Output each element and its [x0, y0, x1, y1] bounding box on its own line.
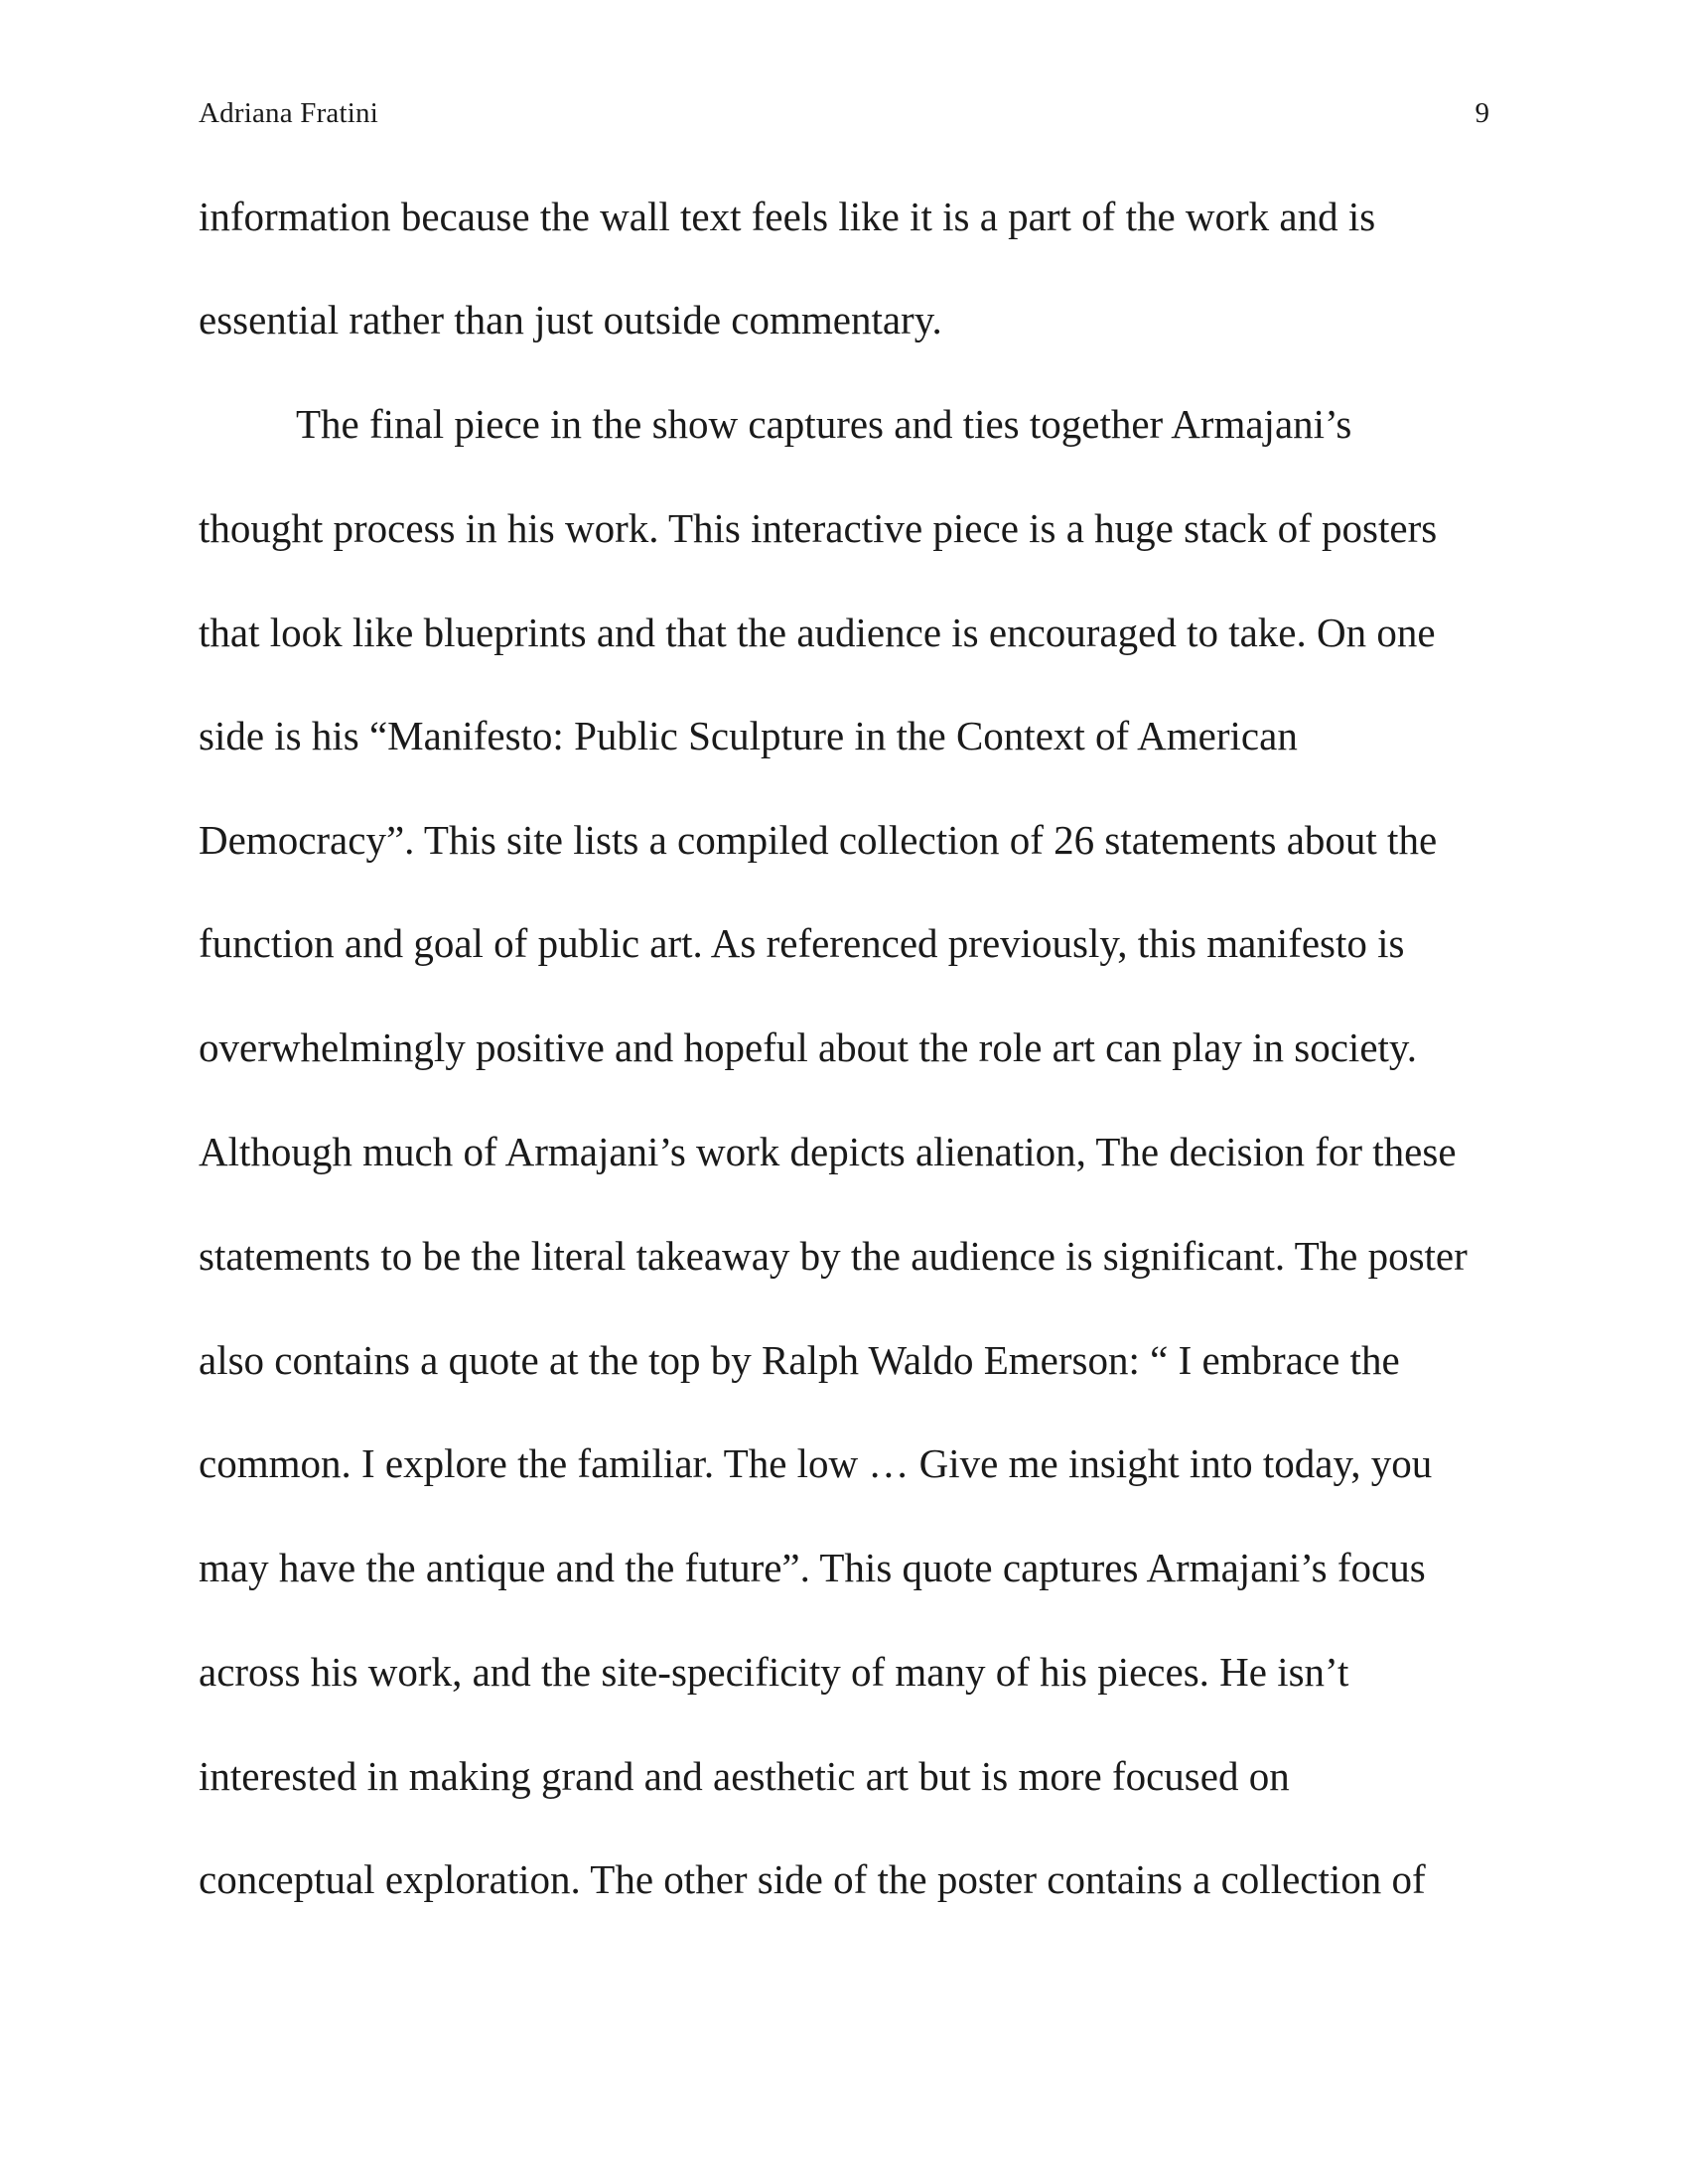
text-line: across his work, and the site-specificity of many of his pieces. He isn’t	[199, 1649, 1349, 1695]
text-line: side is his “Manifesto: Public Sculpture in the Context of American	[199, 713, 1298, 758]
page-number: 9	[1475, 97, 1489, 129]
paragraph-first-line: The final piece in the show captures and ties together Armajani’s	[296, 401, 1352, 447]
text-line: that look like blueprints and that the audience is encouraged to take. On one	[199, 610, 1436, 655]
text-line: conceptual exploration. The other side of the poster contains a collection of	[199, 1856, 1426, 1902]
text-line: interested in making grand and aesthetic art but is more focused on	[199, 1753, 1290, 1799]
text-line: Although much of Armajani’s work depicts alienation, The decision for these	[199, 1129, 1457, 1174]
text-line: Democracy”. This site lists a compiled collection of 26 statements about the	[199, 817, 1438, 863]
text-line: also contains a quote at the top by Ralph Waldo Emerson: “ I embrace the	[199, 1337, 1400, 1383]
text-line: thought process in his work. This interactive piece is a huge stack of posters	[199, 505, 1438, 551]
text-line: statements to be the literal takeaway by the audience is significant. The poster	[199, 1233, 1468, 1279]
text-line: essential rather than just outside commentary.	[199, 297, 942, 342]
text-line: overwhelmingly positive and hopeful about the role art can play in society.	[199, 1024, 1417, 1070]
running-header-author: Adriana Fratini	[199, 97, 378, 129]
text-line: function and goal of public art. As referenced previously, this manifesto is	[199, 920, 1405, 966]
text-line: may have the antique and the future”. This quote captures Armajani’s focus	[199, 1545, 1426, 1590]
text-line: information because the wall text feels like it is a part of the work and is	[199, 194, 1376, 239]
text-line: common. I explore the familiar. The low … Give me insight into today, you	[199, 1440, 1433, 1486]
